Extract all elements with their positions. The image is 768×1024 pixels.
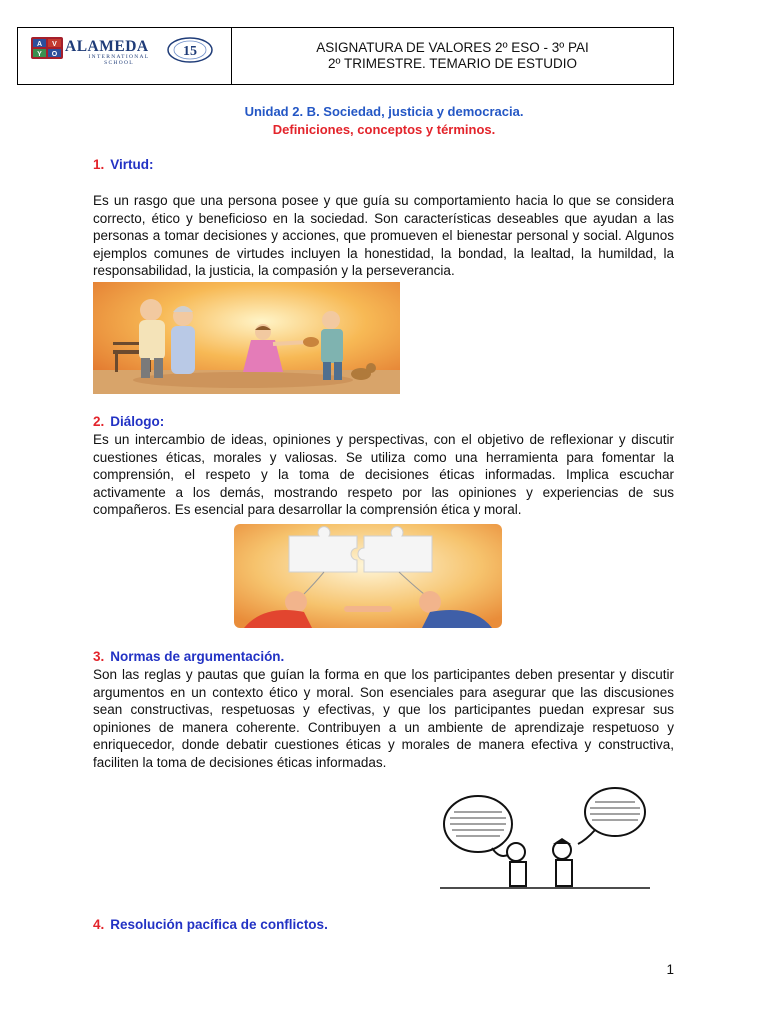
header-table [17, 27, 674, 85]
family-sharing-illustration [93, 282, 400, 394]
unit-subtitle: Definiciones, conceptos y términos. [272, 122, 496, 137]
section-number: 4. [93, 917, 105, 932]
logo-subtitle-line1: INTERNATIONAL [88, 54, 150, 60]
section-number: 3. [93, 649, 105, 664]
speech-bubbles-illustration [440, 782, 650, 892]
section-heading-dialogo [93, 413, 164, 430]
section-heading-normas [93, 648, 284, 665]
shield-letter: A [36, 41, 43, 48]
puzzle-dialogue-illustration [234, 524, 502, 628]
section-number: 2. [93, 414, 105, 429]
header-title-line1: ASIGNATURA DE VALORES 2º ESO - 3º PAI [316, 40, 589, 55]
header-title-line2: 2º TRIMESTRE. TEMARIO DE ESTUDIO [328, 56, 577, 71]
section-body-normas: Son las reglas y pautas que guían la forma en que los participantes deben presentar y discutir argumentos en un contexto ético y moral. Son esenciales para asegurar que las discusiones sean constructivas, respetuosas y efectivas, y que los participantes puedan expresar sus opiniones de manera coherente. Contribuyen a un ambiente de aprendizaje respetuoso y enriquecedor, donde debatir cuestiones éticas y morales de manera efectiva y constructiva, faciliten la toma de decisiones éticas informadas. [93, 667, 674, 770]
anniversary-badge-icon [166, 36, 214, 64]
section-body-dialogo: Es un intercambio de ideas, opiniones y perspectivas, con el objetivo de reflexionar y discutir cuestiones éticas, morales y valiosas. Se utiliza como una herramienta para fomentar la comprensión, el respeto y la toma de decisiones éticas informadas. Implica escuchar activamente a los demás, mostrando respeto por las opiniones y experiencias de sus compañeros. Es esencial para desarrollar la comprensión ética y moral. [93, 432, 674, 518]
unit-title: Unidad 2. B. Sociedad, justicia y democracia. [244, 104, 524, 119]
section-title: Resolución pacífica de conflictos. [110, 917, 328, 932]
section-number: 1. [93, 157, 105, 172]
shield-icon [31, 37, 63, 59]
header-title [232, 28, 673, 84]
shield-letter: Y [37, 51, 42, 58]
logo-subtitle-line2: SCHOOL [104, 60, 134, 66]
section-title: Normas de argumentación. [110, 649, 285, 664]
logo-name: ALAMEDA [65, 38, 149, 55]
school-logo [18, 28, 232, 84]
section-heading-virtud [93, 156, 154, 173]
section-title: Virtud: [110, 157, 154, 172]
badge-number: 15 [183, 44, 197, 59]
section-body-virtud: Es un rasgo que una persona posee y que guía su comportamiento hacia lo que se considera correcto, ético y beneficioso en la sociedad. Son características deseables que ayudan a las personas a tomar decisiones y acciones, que promueven el bienestar personal y social. Algunos ejemplos comunes de virtudes incluyen la honestidad, la bondad, la lealtad, la humildad, la responsabilidad, la justicia, la compasión y la perseverancia. [93, 193, 674, 279]
page-number: 1 [666, 962, 674, 977]
shield-letter: O [51, 51, 58, 58]
logo-subtitle [74, 54, 164, 66]
section-title: Diálogo: [110, 414, 165, 429]
shield-letter: V [52, 41, 57, 48]
section-heading-resolucion [93, 916, 328, 933]
